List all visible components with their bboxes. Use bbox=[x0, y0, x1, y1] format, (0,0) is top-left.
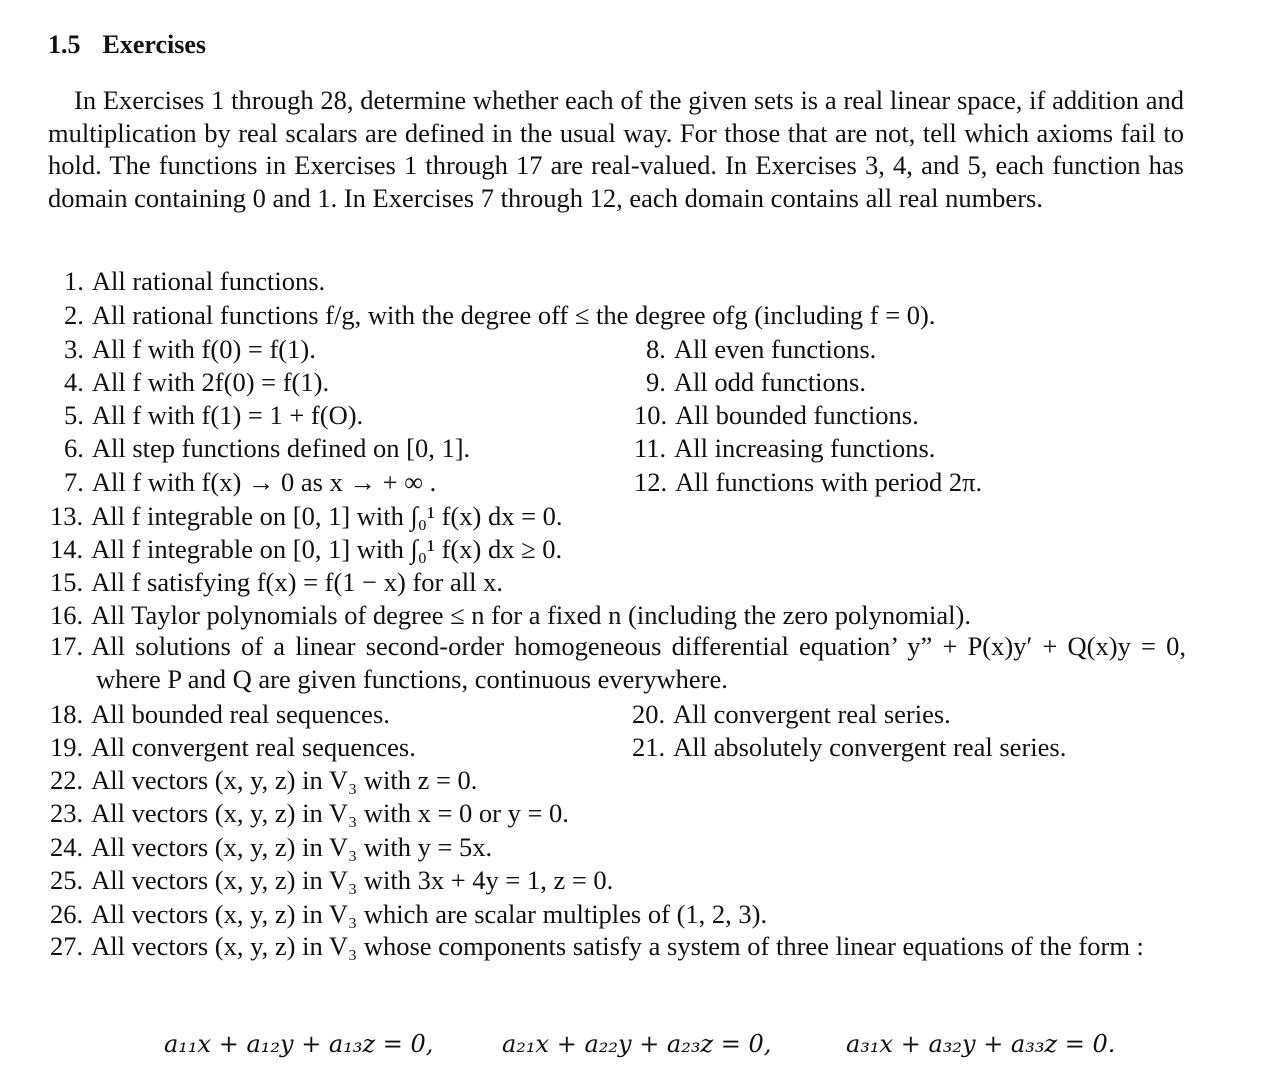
exercise-item: 19. All convergent real sequences. bbox=[50, 732, 416, 762]
section-number: 1.5 bbox=[48, 30, 81, 59]
exercise-item: 24. All vectors (x, y, z) in V₃ with y = 5x. bbox=[50, 832, 493, 862]
exercise-item: 13. All f integrable on [0, 1] with ∫₀¹ f(x) dx = 0. bbox=[50, 501, 563, 531]
equation-3: a₃₁x + a₃₂y + a₃₃z = 0. bbox=[846, 1030, 1116, 1058]
exercise-item: 21. All absolutely convergent real series. bbox=[632, 732, 1067, 762]
exercise-item: 10. All bounded functions. bbox=[634, 400, 919, 430]
section-title: Exercises bbox=[102, 30, 206, 59]
section-heading bbox=[48, 30, 206, 60]
exercise-item: 23. All vectors (x, y, z) in V₃ with x = 0 or y = 0. bbox=[50, 798, 569, 828]
exercise-item: 11. All increasing functions. bbox=[634, 433, 936, 463]
exercise-item: 8. All even functions. bbox=[646, 334, 877, 364]
intro-paragraph: In Exercises 1 through 28, determine whether each of the given sets is a real linear space, if addition and multiplication by real scalars are defined in the usual way. For those that are not, tell which axioms fail to hold. The functions in Exercises 1 through 17 are real-valued. In Exercises 3, 4, and 5, each function has domain containing 0 and 1. In Exercises 7 through 12, each domain contains all real numbers. bbox=[48, 85, 1184, 213]
equation-2: a₂₁x + a₂₂y + a₂₃z = 0, bbox=[502, 1030, 772, 1058]
exercise-item: 27. All vectors (x, y, z) in V₃ whose components satisfy a system of three linear equations of the form : bbox=[50, 931, 1144, 961]
equation-1: a₁₁x + a₁₂y + a₁₃z = 0, bbox=[164, 1030, 434, 1058]
exercise-item: 26. All vectors (x, y, z) in V₃ which are scalar multiples of (1, 2, 3). bbox=[50, 899, 768, 929]
exercise-item: 16. All Taylor polynomials of degree ≤ n for a fixed n (including the zero polynomial). bbox=[50, 600, 971, 630]
exercise-item: 20. All convergent real series. bbox=[632, 699, 951, 729]
exercise-item: 6. All step functions defined on [0, 1]. bbox=[64, 433, 471, 463]
exercise-item: 18. All bounded real sequences. bbox=[50, 699, 390, 729]
exercise-item: 14. All f integrable on [0, 1] with ∫₀¹ f(x) dx ≥ 0. bbox=[50, 534, 563, 564]
exercise-item: 5. All f with f(1) = 1 + f(O). bbox=[64, 400, 364, 430]
exercise-item: 2. All rational functions f/g, with the degree off ≤ the degree ofg (including f = 0). bbox=[64, 300, 936, 330]
exercise-item: 15. All f satisfying f(x) = f(1 − x) for all x. bbox=[50, 567, 503, 597]
exercise-item: 4. All f with 2f(0) = f(1). bbox=[64, 367, 330, 397]
exercise-item: 7. All f with f(x) → 0 as x → + ∞ . bbox=[64, 467, 437, 497]
exercise-item: 3. All f with f(0) = f(1). bbox=[64, 334, 316, 364]
exercise-item: 1. All rational functions. bbox=[64, 266, 326, 296]
exercise-item: 22. All vectors (x, y, z) in V₃ with z = 0. bbox=[50, 765, 478, 795]
exercise-item: 12. All functions with period 2π. bbox=[634, 467, 983, 497]
exercise-item: 9. All odd functions. bbox=[646, 367, 866, 397]
exercise-item: 25. All vectors (x, y, z) in V₃ with 3x + 4y = 1, z = 0. bbox=[50, 865, 614, 895]
exercise-item: 17. All solutions of a linear second-order homogeneous differential equation’ y” + P(x)y′ + Q(x)y = 0, where P and Q are given functions, continuous everywhere. bbox=[50, 631, 1186, 694]
